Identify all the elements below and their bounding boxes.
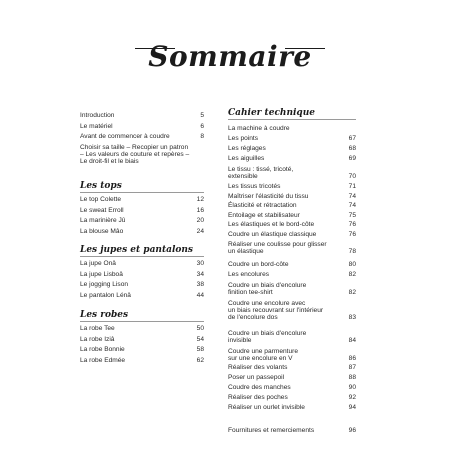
toc-entry — [80, 123, 204, 130]
toc-entry-label: La robe Iziâ — [80, 335, 115, 343]
toc-entry — [80, 260, 204, 267]
toc-entry-page: 38 — [196, 281, 204, 288]
toc-entry-page: 96 — [348, 427, 356, 434]
toc-entry — [80, 346, 204, 353]
toc-entry-page: 80 — [348, 261, 356, 268]
toc-entry-label: Les encolures — [228, 271, 270, 278]
toc-entry-page: 78 — [348, 248, 356, 255]
toc-entry-label: La machine à coudre — [228, 125, 290, 132]
toc-entry — [228, 394, 356, 401]
toc-entry — [80, 217, 204, 224]
toc-entry — [228, 364, 356, 371]
section-divider — [228, 119, 356, 120]
toc-entry — [228, 282, 356, 296]
toc-entry — [228, 348, 356, 362]
toc-entry-label: Coudre une parmenture sur une encolure en V — [228, 348, 299, 362]
toc-entry-label: Les aiguilles — [228, 155, 265, 162]
toc-entry-label: Coudre un bord-côte — [228, 261, 289, 268]
toc-entry-page: 62 — [196, 356, 204, 364]
toc-entry-label: Coudre un biais d'encolure finition tee-shirt — [228, 282, 307, 296]
toc-entry-page: 67 — [348, 135, 356, 142]
toc-entry-label: Le matériel — [80, 122, 113, 130]
toc-entry-page: 88 — [348, 374, 356, 381]
toc-entry-page: 58 — [196, 346, 204, 353]
title-rule-left — [135, 48, 175, 49]
toc-entry-label: Réaliser des poches — [228, 394, 288, 401]
toc-entry-page: 71 — [348, 183, 356, 190]
toc-entry-page: 86 — [348, 355, 356, 362]
toc-entry-label: Le tissu : tissé, tricoté, extensible — [228, 166, 294, 180]
toc-entry — [80, 133, 204, 140]
toc-entry-label: La robe Edmée — [80, 356, 126, 364]
toc-entry-label: Poser un passepoil — [228, 374, 285, 381]
toc-entry-page: 54 — [196, 335, 204, 343]
toc-entry — [228, 374, 356, 381]
toc-entry-page: 74 — [348, 202, 356, 209]
toc-entry-page: 20 — [196, 217, 204, 224]
toc-entry-page: 82 — [348, 271, 356, 278]
toc-entry-page: 76 — [348, 221, 356, 228]
toc-entry — [228, 384, 356, 391]
toc-entry-page: 5 — [200, 112, 204, 119]
toc-entry — [228, 135, 356, 142]
toc-entry-page: 87 — [348, 364, 356, 371]
toc-entry — [228, 212, 356, 219]
toc-entry-label: Coudre une encolure avec un biais recouvrant sur l'intérieur de l'encolure dos — [228, 300, 324, 321]
toc-entry-label: Les points — [228, 135, 259, 142]
toc-entry-label: Le pantalon Lénâ — [80, 291, 131, 299]
toc-entry-page: 12 — [196, 196, 204, 203]
toc-entry-page: 8 — [200, 133, 204, 140]
toc-entry — [228, 427, 356, 434]
page-title: Sommaire — [148, 40, 312, 73]
toc-entry-page: 24 — [196, 227, 204, 235]
toc-entry — [228, 125, 356, 132]
toc-entry-page: 34 — [196, 270, 204, 278]
toc-entry-page: 92 — [348, 394, 356, 401]
toc-entry-label: Le top Colette — [80, 196, 122, 203]
toc-entry-label: Réaliser des volants — [228, 364, 288, 371]
section-heading: Cahier technique — [228, 108, 315, 118]
toc-entry-label: Coudre un biais d'encolure invisible — [228, 330, 307, 344]
toc-entry — [80, 292, 204, 299]
toc-entry — [80, 357, 204, 364]
toc-entry — [80, 336, 204, 343]
toc-entry-page: 83 — [348, 314, 356, 321]
toc-entry-page: 90 — [348, 384, 356, 391]
section-heading: Les tops — [80, 181, 122, 191]
toc-entry-label: La jupe Lisboâ — [80, 270, 123, 278]
toc-entry-page: 30 — [196, 260, 204, 267]
toc-entry-label: La blouse Mâo — [80, 227, 124, 235]
toc-entry-label: Réaliser une coulisse pour glisser un élastique — [228, 241, 327, 255]
toc-entry-label: Les élastiques et le bord-côte — [228, 221, 315, 228]
toc-entry — [228, 166, 356, 180]
section-divider — [80, 256, 204, 257]
toc-entry-label: Fournitures et remerciements — [228, 427, 315, 434]
toc-entry — [228, 145, 356, 152]
toc-entry — [228, 261, 356, 268]
toc-entry-page: 70 — [348, 173, 356, 180]
toc-entry-page: 16 — [196, 206, 204, 214]
toc-entry-label: Élasticité et rétractation — [228, 202, 297, 209]
toc-entry — [80, 325, 204, 332]
toc-entry-page: 94 — [348, 404, 356, 411]
section-divider — [80, 192, 204, 193]
toc-entry-label: Maîtriser l'élasticité du tissu — [228, 193, 309, 200]
toc-entry — [228, 231, 356, 238]
toc-entry — [228, 221, 356, 228]
toc-entry-label: La marinière Jû — [80, 217, 126, 224]
toc-entry-page: 74 — [348, 193, 356, 200]
toc-entry-page: 6 — [200, 122, 204, 130]
section-heading: Les robes — [80, 310, 129, 320]
toc-entry — [80, 112, 204, 119]
section-heading: Les jupes et pantalons — [80, 245, 193, 255]
toc-entry — [80, 271, 204, 278]
toc-entry-label: Coudre un élastique classique — [228, 231, 317, 238]
toc-entry-page: 76 — [348, 231, 356, 238]
toc-entry-label: Entoilage et stabilisateur — [228, 212, 300, 219]
toc-entry-label: Choisir sa taille – Recopier un patron – Les valeurs de couture et repères – Le droit-fil et le biais — [80, 143, 190, 165]
toc-entry — [228, 241, 356, 255]
title-rule-right — [285, 48, 325, 49]
toc-entry-label: La jupe Onâ — [80, 260, 116, 267]
toc-entry-label: La robe Tee — [80, 325, 115, 332]
toc-entry-page: 69 — [348, 155, 356, 162]
toc-entry — [228, 193, 356, 200]
toc-entry-page: 50 — [196, 325, 204, 332]
toc-entry — [80, 207, 204, 214]
toc-entry-page: 82 — [348, 289, 356, 296]
toc-entry-label: Les tissus tricotés — [228, 183, 281, 190]
toc-entry-page: 84 — [348, 337, 356, 344]
toc-entry — [80, 281, 204, 288]
toc-entry — [228, 330, 356, 344]
toc-entry — [80, 228, 204, 235]
toc-entry — [228, 202, 356, 209]
toc-entry-label: Réaliser un ourlet invisible — [228, 404, 305, 411]
toc-entry-label: Coudre des manches — [228, 384, 291, 391]
toc-entry-label: Avant de commencer à coudre — [80, 133, 170, 140]
toc-entry-page: 75 — [348, 212, 356, 219]
toc-entry — [228, 404, 356, 411]
toc-entry — [228, 183, 356, 190]
toc-entry-label: Introduction — [80, 112, 115, 119]
toc-entry — [228, 155, 356, 162]
toc-entry-label: Le sweat Erroll — [80, 206, 124, 214]
toc-entry-page: 68 — [348, 145, 356, 152]
toc-entry — [80, 144, 204, 165]
toc-entry-label: La robe Bonnie — [80, 346, 125, 353]
toc-entry-page: 44 — [196, 291, 204, 299]
toc-entry — [228, 300, 356, 321]
toc-entry — [228, 271, 356, 278]
toc-entry-label: Les réglages — [228, 145, 266, 152]
toc-entry-label: Le jogging Lison — [80, 281, 129, 288]
toc-entry — [80, 196, 204, 203]
section-divider — [80, 321, 204, 322]
